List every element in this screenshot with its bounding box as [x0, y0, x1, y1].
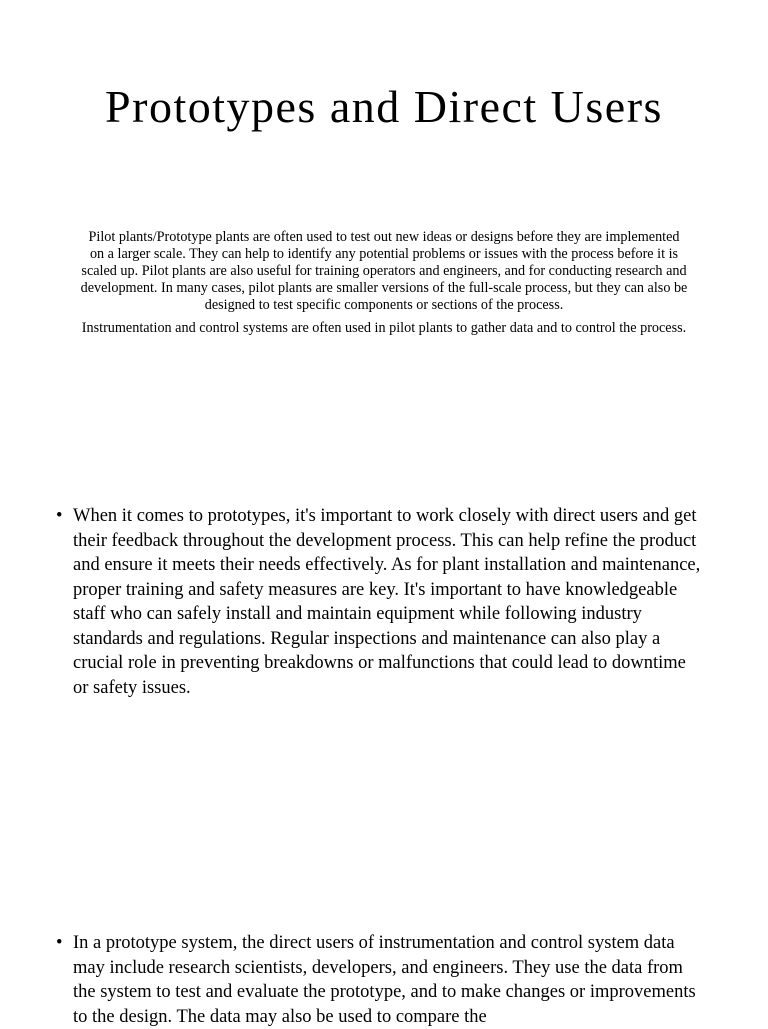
- bullet-item-direct-users-feedback: [56, 504, 704, 700]
- bullet-icon: •: [56, 506, 63, 526]
- slide-title: Prototypes and Direct Users: [105, 81, 663, 132]
- bullet-item-data-users: [56, 931, 704, 1029]
- intro-paragraph-instrumentation: Instrumentation and control systems are often used in pilot plants to gather data and to control the process.: [81, 320, 687, 336]
- intro-section: [80, 229, 688, 343]
- bullet-list-prototype-system: [56, 931, 704, 1029]
- bullet-text: When it comes to prototypes, it's important to work closely with direct users and get their feedback throughout the development process. This can help refine the product and ensure it meets their needs effectively. As for plant installation and maintenance, proper training and safety measures are key. It's important to have knowledgeable staff who can safely install and maintain equipment while following industry standards and regulations. Regular inspections and maintenance can also play a crucial role in preventing breakdowns or malfunctions that could lead to downtime or safety issues.: [73, 506, 701, 698]
- bullet-list-prototypes: [56, 504, 704, 700]
- intro-paragraph-pilot-plants: Pilot plants/Prototype plants are often used to test out new ideas or designs before they are implemented on a larger scale. They can help to identify any potential problems or issues with the process before it is scaled up. Pilot plants are also useful for training operators and engineers, and for conducting research and development. In many cases, pilot plants are smaller versions of the full-scale process, but they can also be designed to test specific components or sections of the process.: [80, 229, 688, 313]
- bullet-text: In a prototype system, the direct users of instrumentation and control system data may include research scientists, developers, and engineers. They use the data from the system to test and evaluate the prototype, and to make changes or improvements to the design. The data may also be used to compare the: [73, 933, 696, 1027]
- bullet-icon: •: [56, 933, 63, 953]
